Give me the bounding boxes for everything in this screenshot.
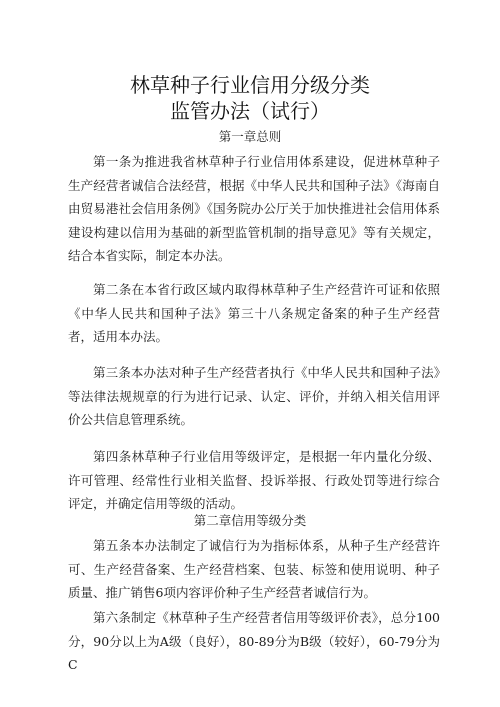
document-title-line-2: 监管办法（试行）	[170, 99, 330, 123]
article-3: 第三条本办法对种子生产经营者执行《中华人民共和国种子法》等法律法规规章的行为进行记录、认定、评价，并纳入相关信用评价公共信息管理系统。	[68, 365, 440, 427]
chapter-heading-1: 第一章总则	[218, 129, 282, 144]
document-title-line-1: 林草种子行业信用分级分类	[130, 73, 370, 97]
article-2: 第二条在本省行政区域内取得林草种子生产经营许可证和依照《中华人民共和国种子法》第三十八条规定备案的种子生产经营者，适用本办法。	[68, 282, 440, 344]
article-1: 第一条为推进我省林草种子行业信用体系建设，促进林草种子生产经营者诚信合法经营，根据《中华人民共和国种子法》《海南自由贸易港社会信用条例》《国务院办公厅关于加快推进社会信用体系建设构建以信用为基础的新型监管机制的指导意见》等有关规定，结合本省实际，制定本办法。	[68, 154, 440, 263]
article-5: 第五条本办法制定了诚信行为为指标体系，从种子生产经营许可、生产经营备案、生产经营档案、包装、标签和使用说明、种子质量、推广销售6项内容评价种子生产经营者诚信行为。	[68, 538, 440, 600]
chapter-heading-2: 第二章信用等级分类	[193, 513, 307, 528]
article-6: 第六条制定《林草种子生产经营者信用等级评价表》，总分100分，90分以上为A级（良好），80-89分为B级（较好），60-79分为C	[68, 610, 440, 672]
article-4: 第四条林草种子行业信用等级评定，是根据一年内量化分级、许可管理、经常性行业相关监督、投诉举报、行政处罚等进行综合评定，并确定信用等级的活动。	[68, 449, 440, 511]
